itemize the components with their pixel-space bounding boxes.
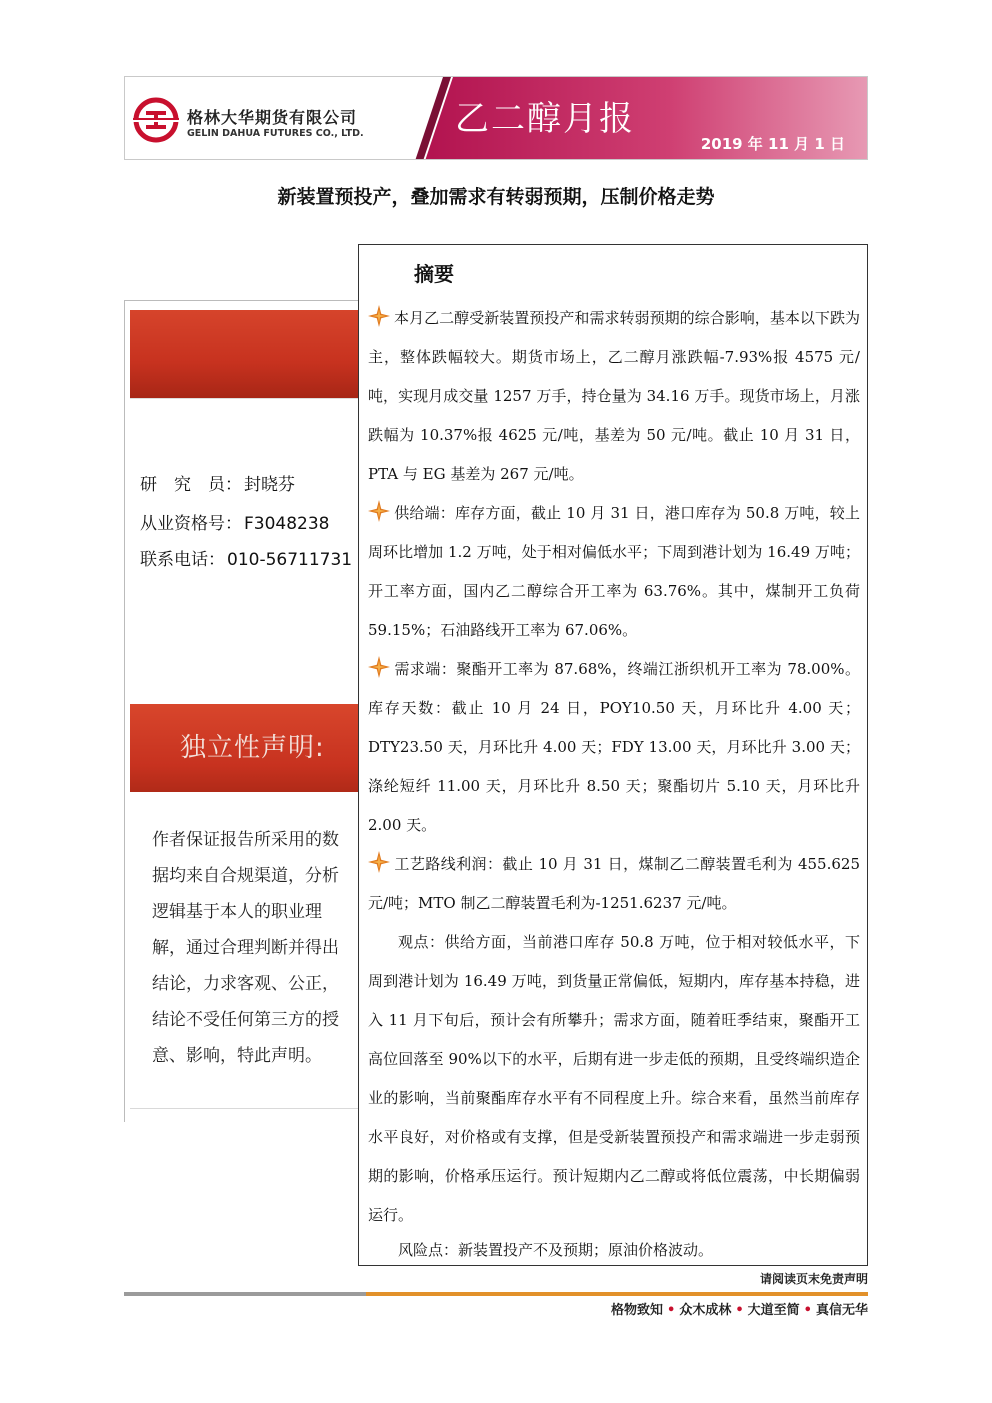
four-point-star-icon bbox=[368, 851, 390, 873]
paragraph-text: 需求端：聚酯开工率为 87.68%，终端江浙织机开工率为 78.00%。库存天数：截止 10 月 24 日，POY10.50 天，月环比升 4.00 天；DTY23.50 天，月环比升 4.00 天；FDY 13.00 天，月环比升 3.00 天；涤纶短纤 11.00 天，月环比升 8.50 天；聚酯切片 5.10 天，月环比升 2.00 天。 bbox=[368, 660, 860, 834]
paragraph-text: 本月乙二醇受新装置预投产和需求转弱预期的综合影响，基本以下跌为主，整体跌幅较大。期货市场上，乙二醇月涨跌幅-7.93%报 4575 元/吨，实现月成交量 1257 万手，持仓量为 34.16 万手。现货市场上，月涨跌幅为 10.37%报 4625 元/吨，基差为 50 元/吨。截止 10 月 31 日，PTA 与 EG 基差为 267 元/吨。 bbox=[368, 309, 860, 483]
abstract-paragraph-demand bbox=[368, 650, 860, 845]
slogan-item: 格物致知 bbox=[611, 1303, 664, 1318]
declaration-title: 独立性声明: bbox=[180, 733, 325, 763]
report-date: 2019 年 11 月 1 日 bbox=[700, 135, 845, 153]
declaration-text: 作者保证报告所采用的数据均来自合规渠道，分析逻辑基于本人的职业理解，通过合理判断并得出结论，力求客观、公正，结论不受任何第三方的授意、影响，特此声明。 bbox=[152, 830, 339, 1066]
report-title: 乙二醇月报 bbox=[455, 99, 635, 139]
four-point-star-icon bbox=[368, 656, 390, 678]
sidebar-bottom-divider bbox=[130, 1108, 358, 1109]
abstract-paragraph-market bbox=[368, 299, 860, 494]
footer-slogan bbox=[611, 1299, 868, 1318]
abstract-paragraph-view: 观点：供给方面，当前港口库存 50.8 万吨，位于相对较低水平，下周到港计划为 16.49 万吨，到货量正常偏低，短期内，库存基本持稳，进入 11 月下旬后，预计会有所攀升；需求方面，随着旺季结束，聚酯开工高位回落至 90%以下的水平，后期有进一步走低的预期，且受终端织造企业的影响，当前聚酯库存水平有不同程度上升。综合来看，虽然当前库存水平良好，对价格或有支撑，但是受新装置预投产和需求端进一步走弱预期的影响，价格承压运行。预计短期内乙二醇或将低位震荡，中长期偏弱运行。 bbox=[368, 933, 860, 1224]
sidebar-red-block bbox=[130, 310, 358, 398]
company-name-en: GELIN DAHUA FUTURES CO., LTD. bbox=[187, 128, 364, 139]
bullet-dot-icon: • bbox=[803, 1303, 812, 1318]
license-line bbox=[140, 509, 330, 534]
paragraph-text: 供给端：库存方面，截止 10 月 31 日，港口库存为 50.8 万吨，较上周环比增加 1.2 万吨，处于相对偏低水平；下周到港计划为 16.49 万吨；开工率方面，国内乙二醇综合开工率为 63.76%。其中，煤制开工负荷 59.15%；石油路线开工率为 67.06%。 bbox=[368, 504, 860, 639]
license-label: 从业资格号： bbox=[140, 514, 242, 534]
researcher-line bbox=[140, 470, 295, 495]
four-point-star-icon bbox=[368, 500, 390, 522]
page-headline: 新装置预投产，叠加需求有转弱预期，压制价格走势 bbox=[277, 186, 715, 208]
phone-label: 联系电话： bbox=[140, 550, 225, 570]
four-point-star-icon bbox=[368, 305, 390, 327]
abstract-paragraph-risk: 风险点：新装置投产不及预期；原油价格波动。 bbox=[398, 1241, 714, 1259]
abstract-title: 摘要 bbox=[414, 262, 454, 286]
bullet-dot-icon: • bbox=[735, 1303, 744, 1318]
abstract-paragraph-supply bbox=[368, 494, 860, 650]
abstract-paragraph-profit bbox=[368, 845, 860, 923]
slogan-item: 真信无华 bbox=[815, 1303, 868, 1318]
slogan-item: 众木成林 bbox=[679, 1303, 732, 1318]
footer-line-grey bbox=[124, 1292, 366, 1296]
header-banner bbox=[124, 76, 868, 160]
phone-number: 010-56711731 bbox=[227, 550, 353, 570]
phone-line bbox=[140, 545, 352, 570]
researcher-name: 封晓芬 bbox=[244, 475, 295, 495]
company-name-cn: 格林大华期货有限公司 bbox=[187, 108, 358, 127]
sidebar-divider bbox=[130, 398, 358, 399]
slogan-item: 大道至简 bbox=[747, 1303, 800, 1318]
footer-line-orange bbox=[366, 1292, 868, 1296]
license-number: F3048238 bbox=[244, 514, 330, 534]
company-logo bbox=[133, 97, 179, 143]
researcher-label: 研 究 员： bbox=[140, 475, 242, 495]
disclaimer-note: 请阅读页末免责声明 bbox=[759, 1272, 868, 1286]
bullet-dot-icon: • bbox=[667, 1303, 676, 1318]
paragraph-text: 工艺路线利润：截止 10 月 31 日，煤制乙二醇装置毛利为 455.625 元/吨；MTO 制乙二醇装置毛利为-1251.6237 元/吨。 bbox=[368, 855, 860, 912]
